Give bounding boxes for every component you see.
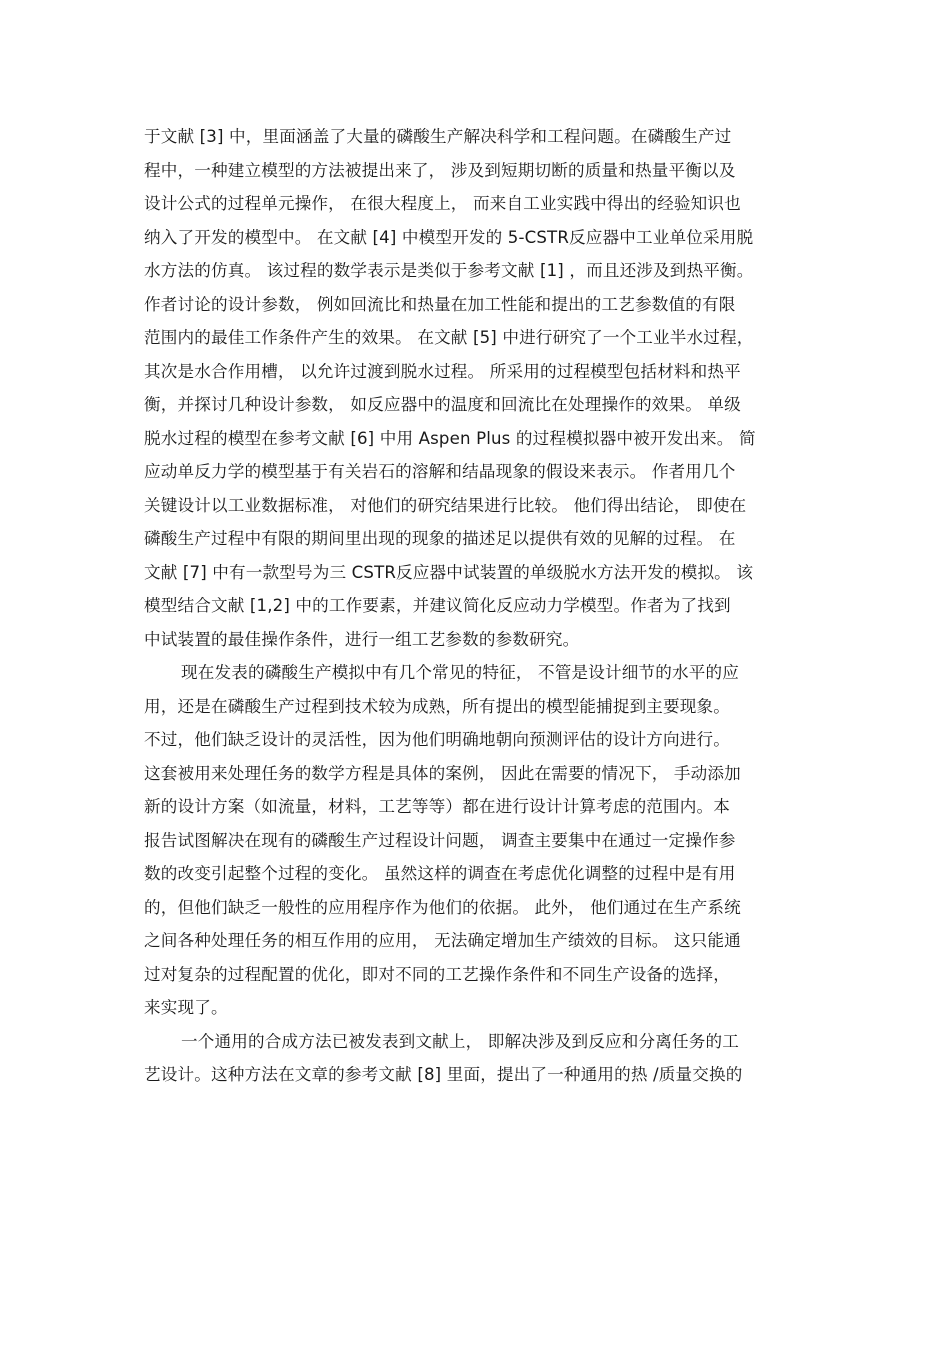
text-line: 数的改变引起整个过程的变化。 虽然这样的调查在考虑优化调整的过程中是有用 [144,864,736,883]
text-line: 纳入了开发的模型中。 在文献 [4] 中模型开发的 5-CSTR反应器中工业单位采用脱 [144,227,754,247]
text-line: 一个通用的合成方法已被发表到文献上， 即解决涉及到反应和分离任务的工 [181,1031,739,1051]
text-line: 应动单反力学的模型基于有关岩石的溶解和结晶现象的假设来表示。 作者用几个 [144,462,736,481]
text-line: 其次是水合作用槽， 以允许过渡到脱水过程。 所采用的过程模型包括材料和热平 [144,361,741,381]
text-line: 于文献 [3] 中，里面涵盖了大量的磷酸生产解决科学和工程问题。在磷酸生产过 [144,127,732,146]
text-line: 文献 [7] 中有一款型号为三 CSTR反应器中试装置的单级脱水方法开发的模拟。 该 [144,562,754,582]
text-line: 中试装置的最佳操作条件，进行一组工艺参数的参数研究。 [144,629,580,649]
text-line: 水方法的仿真。 该过程的数学表示是类似于参考文献 [1] ，而且还涉及到热平衡。 [144,261,754,280]
text-line: 磷酸生产过程中有限的期间里出现的现象的描述足以提供有效的见解的过程。 在 [144,529,736,548]
text-line: 脱水过程的模型在参考文献 [6] 中用 Aspen Plus 的过程模拟器中被开发出来。 简 [144,428,756,448]
text-line: 艺设计。这种方法在文章的参考文献 [8] 里面，提出了一种通用的热 /质量交换的 [144,1065,743,1084]
text-line: 作者讨论的设计参数， 例如回流比和热量在加工性能和提出的工艺参数值的有限 [144,294,736,314]
text-line: 新的设计方案（如流量，材料，工艺等等）都在进行设计计算考虑的范围内。本 [144,797,731,816]
body-text [144,120,814,1092]
text-line: 来实现了。 [144,998,228,1017]
text-line: 报告试图解决在现有的磷酸生产过程设计问题， 调查主要集中在通过一定操作参 [144,830,736,850]
text-line: 用，还是在磷酸生产过程到技术较为成熟，所有提出的模型能捕捉到主要现象。 [144,696,731,716]
text-line: 的，但他们缺乏一般性的应用程序作为他们的依据。 此外， 他们通过在生产系统 [144,897,741,917]
text-line: 程中，一种建立模型的方法被提出来了， 涉及到短期切断的质量和热量平衡以及 [144,160,736,180]
text-line: 模型结合文献 [1,2] 中的工作要素，并建议简化反应动力学模型。作者为了找到 [144,596,731,615]
text-line: 关键设计以工业数据标准， 对他们的研究结果进行比较。 他们得出结论， 即使在 [144,495,747,515]
text-line: 范围内的最佳工作条件产生的效果。 在文献 [5] 中进行研究了一个工业半水过程， [144,328,754,347]
text-line: 这套被用来处理任务的数学方程是具体的案例， 因此在需要的情况下， 手动添加 [144,763,741,783]
text-line: 不过，他们缺乏设计的灵活性，因为他们明确地朝向预测评估的设计方向进行。 [144,730,731,749]
text-line: 之间各种处理任务的相互作用的应用， 无法确定增加生产绩效的目标。 这只能通 [144,931,741,950]
text-line: 过对复杂的过程配置的优化，即对不同的工艺操作条件和不同生产设备的选择， [144,964,731,984]
text-line: 现在发表的磷酸生产模拟中有几个常见的特征， 不管是设计细节的水平的应 [181,663,739,682]
text-line: 设计公式的过程单元操作， 在很大程度上， 而来自工业实践中得出的经验知识也 [144,194,741,213]
text-line: 衡，并探讨几种设计参数， 如反应器中的温度和回流比在处理操作的效果。 单级 [144,395,741,414]
